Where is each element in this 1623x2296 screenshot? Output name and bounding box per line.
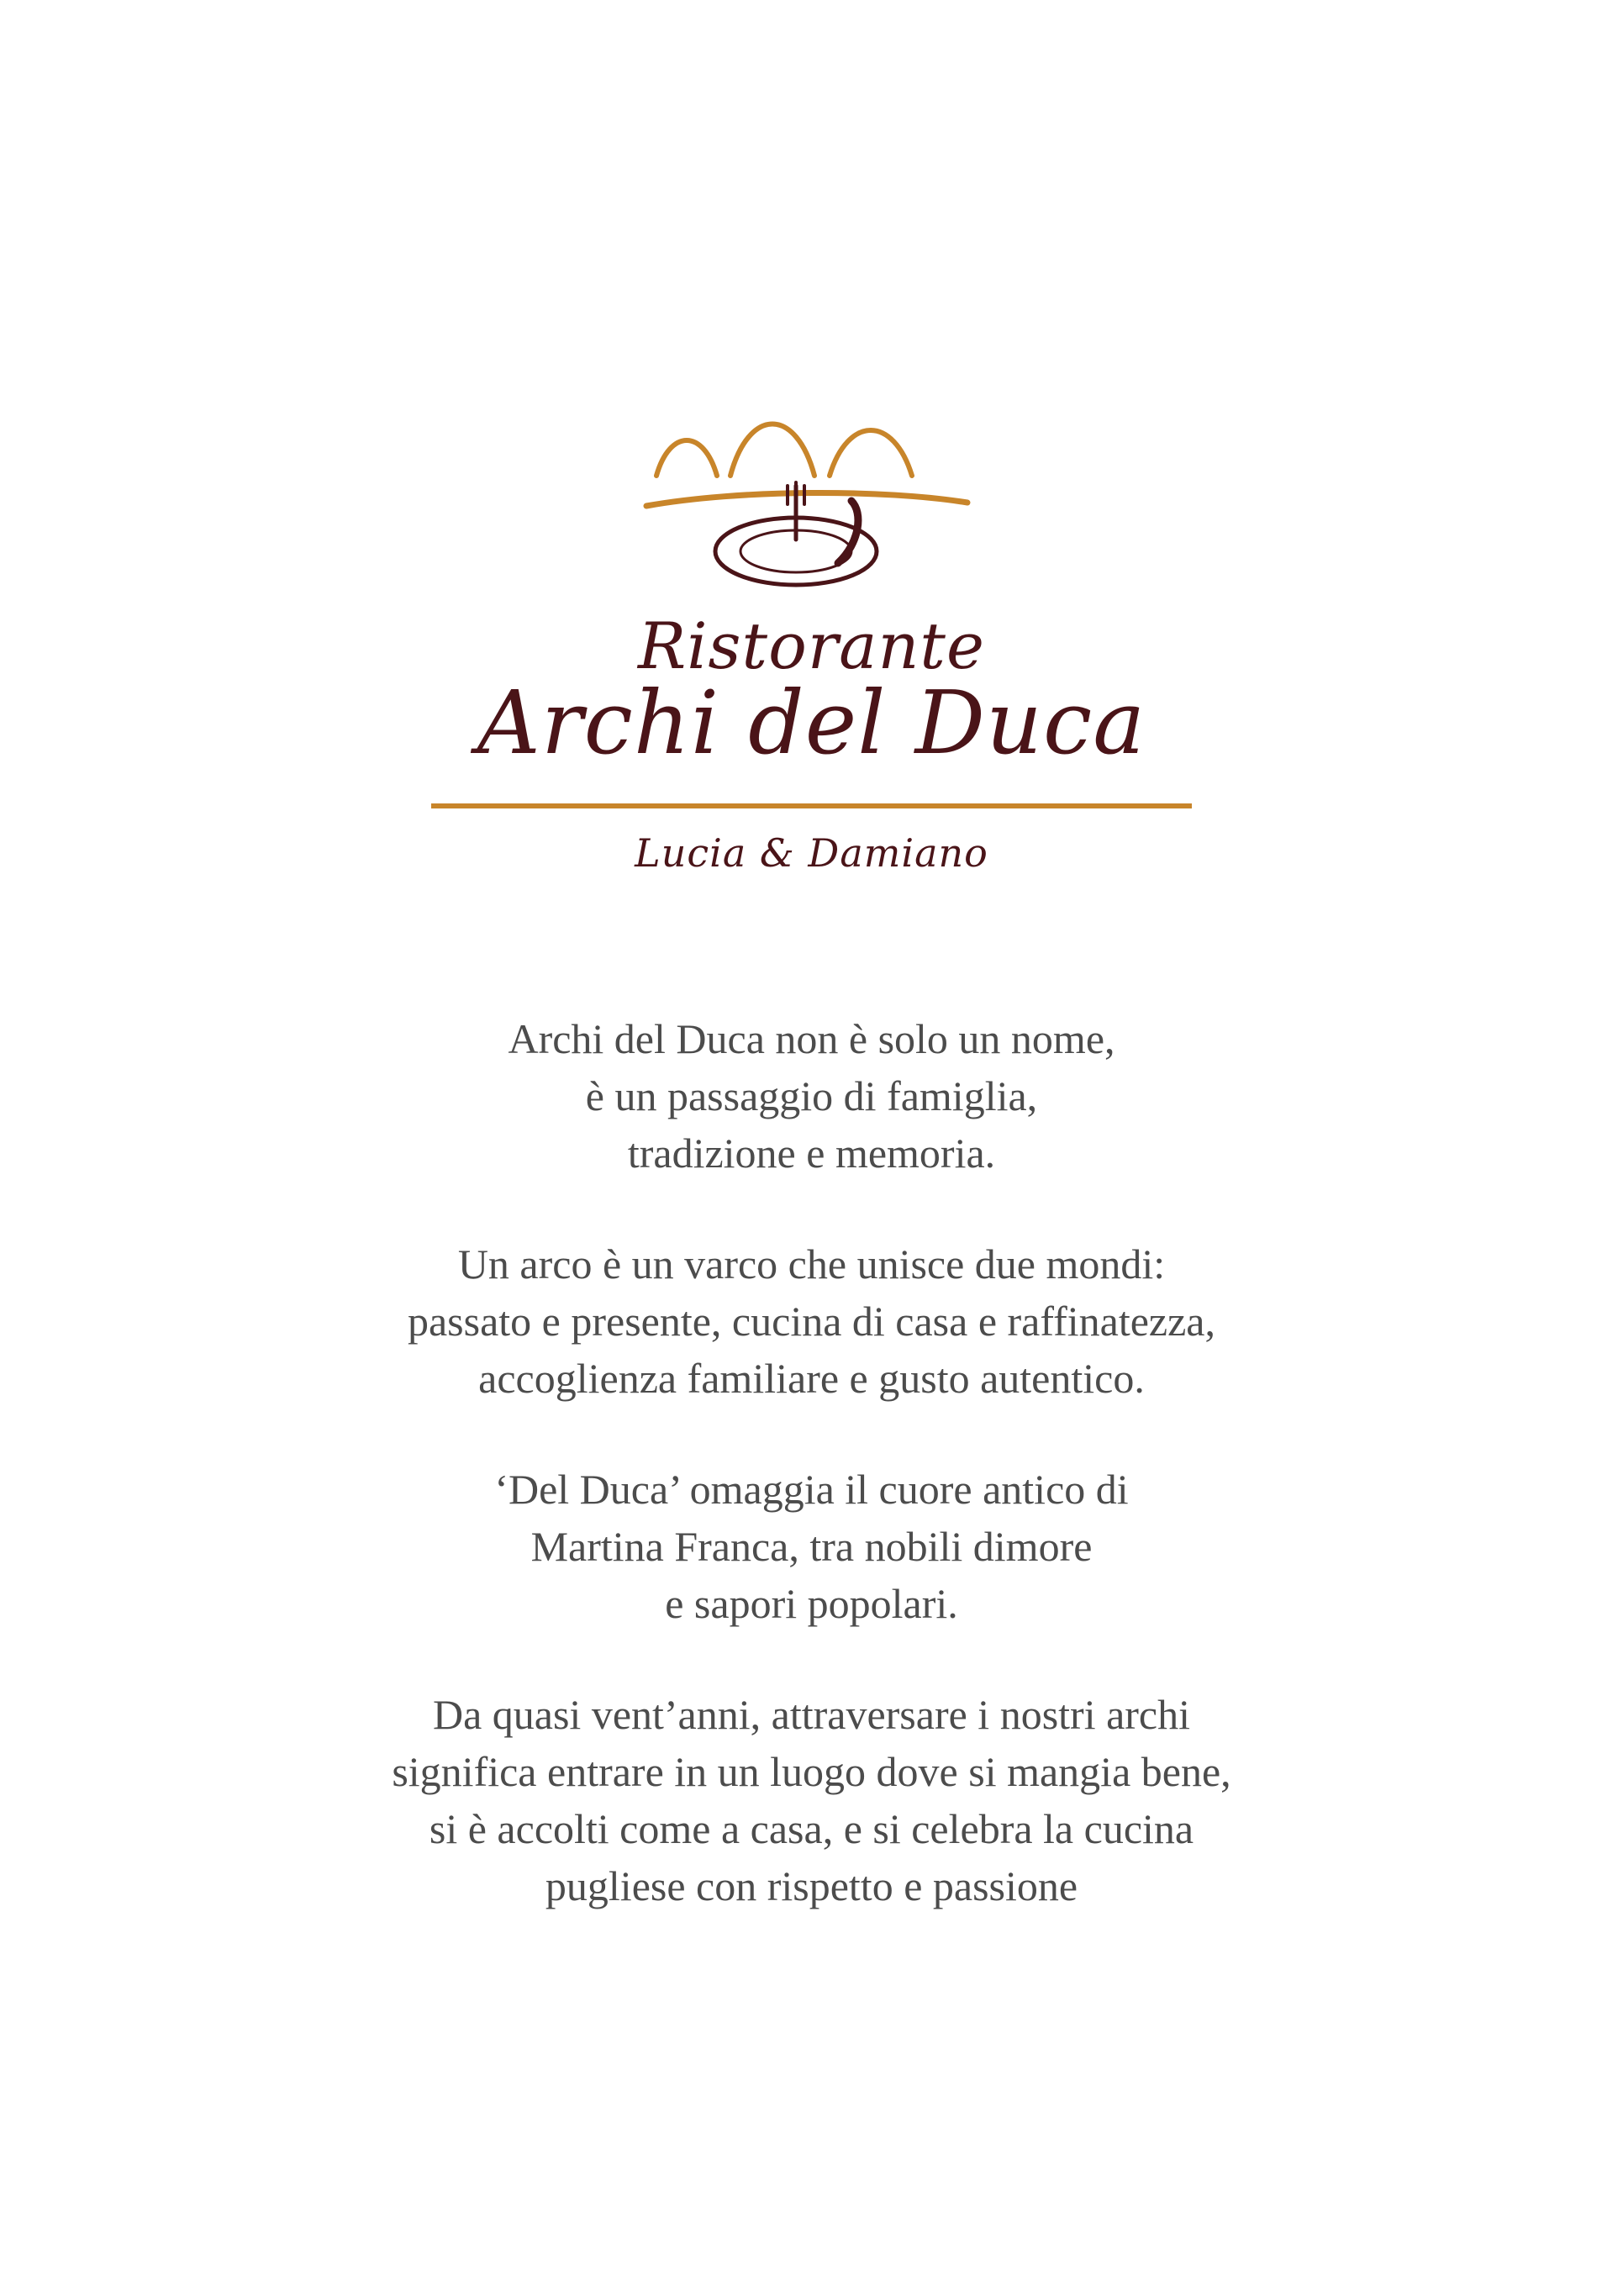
intro-text <box>257 1010 1367 1914</box>
intro-line: passato e presente, cucina di casa e raffinatezza, <box>407 1298 1216 1345</box>
intro-paragraph <box>257 1686 1367 1914</box>
intro-line: Da quasi vent’anni, attraversare i nostri archi <box>432 1691 1191 1739</box>
intro-paragraph <box>257 1235 1367 1407</box>
intro-line: pugliese con rispetto e passione <box>545 1862 1078 1910</box>
intro-line: Un arco è un varco che unisce due mondi: <box>457 1240 1166 1288</box>
brand-line-archi-del-duca: Archi del Duca <box>477 671 1146 775</box>
brand-line-ristorante: Ristorante <box>638 608 985 683</box>
brand-divider <box>431 803 1192 808</box>
brand-subtitle: Lucia & Damiano <box>635 830 988 877</box>
intro-line: si è accolti come a casa, e si celebra la cucina <box>429 1805 1194 1853</box>
intro-line: Archi del Duca non è solo un nome, <box>508 1015 1115 1063</box>
intro-paragraph <box>257 1461 1367 1632</box>
intro-line: tradizione e memoria. <box>627 1130 996 1177</box>
intro-line: ‘Del Duca’ omaggia il cuore antico di <box>494 1466 1129 1514</box>
arches-plate-cutlery-icon <box>631 395 993 613</box>
intro-paragraph <box>257 1010 1367 1182</box>
intro-line: Martina Franca, tra nobili dimore <box>530 1523 1093 1571</box>
intro-line: accoglienza familiare e gusto autentico. <box>478 1355 1145 1403</box>
intro-line: e sapori popolari. <box>665 1580 958 1628</box>
brand-logo-block <box>392 395 1232 876</box>
intro-line: significa entrare in un luogo dove si mangia bene, <box>392 1748 1231 1796</box>
intro-line: è un passaggio di famiglia, <box>585 1072 1038 1120</box>
brand-wordmark <box>477 608 1146 775</box>
